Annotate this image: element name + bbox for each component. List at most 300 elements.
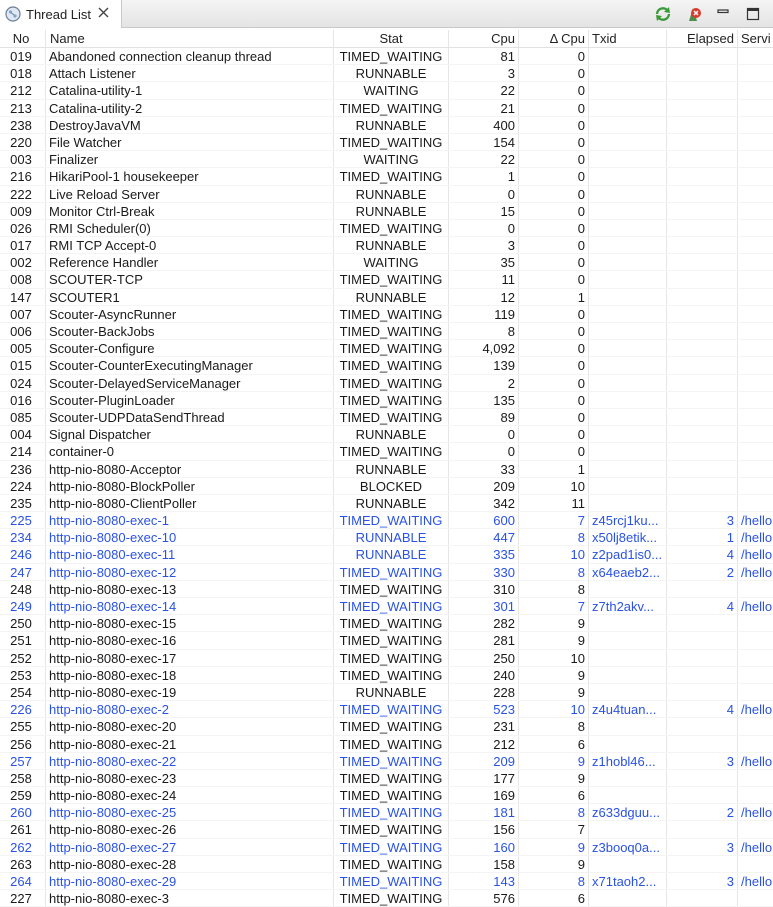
cell-cpu: 1 [449, 168, 519, 184]
cell-name: http-nio-8080-exec-3 [46, 890, 334, 906]
cell-no: 262 [0, 839, 46, 855]
cell-elapsed [667, 461, 738, 477]
cell-no: 236 [0, 461, 46, 477]
table-row[interactable] [0, 443, 773, 460]
table-row[interactable] [0, 598, 773, 615]
column-header-cpu[interactable]: Cpu [449, 30, 519, 47]
cell-cpu: 169 [449, 787, 519, 803]
cell-cpu: 231 [449, 718, 519, 734]
cell-name: http-nio-8080-exec-20 [46, 718, 334, 734]
cell-cpu: 447 [449, 529, 519, 545]
cell-name: Monitor Ctrl-Break [46, 203, 334, 219]
cell-elapsed [667, 443, 738, 459]
cell-elapsed [667, 82, 738, 98]
cell-service [738, 718, 773, 734]
cell-service [738, 168, 773, 184]
cell-delta-cpu: 1 [519, 289, 589, 305]
cell-cpu: 12 [449, 289, 519, 305]
table-row[interactable] [0, 151, 773, 168]
cell-cpu: 523 [449, 701, 519, 717]
thread-list-tab[interactable] [0, 0, 122, 28]
table-row[interactable] [0, 392, 773, 409]
cell-txid [589, 821, 667, 837]
cell-no: 220 [0, 134, 46, 150]
cell-cpu: 35 [449, 254, 519, 270]
cell-no: 002 [0, 254, 46, 270]
cell-stat: TIMED_WAITING [334, 392, 449, 408]
table-row[interactable] [0, 529, 773, 546]
table-row[interactable] [0, 753, 773, 770]
cell-name: http-nio-8080-Acceptor [46, 461, 334, 477]
cell-service [738, 306, 773, 322]
tab-title: Thread List [26, 6, 92, 22]
cell-stat: TIMED_WAITING [334, 856, 449, 872]
cell-stat: RUNNABLE [334, 684, 449, 700]
table-row[interactable] [0, 873, 773, 890]
cell-name: Attach Listener [46, 65, 334, 81]
refresh-icon[interactable] [653, 4, 673, 24]
cell-delta-cpu: 11 [519, 495, 589, 511]
table-row[interactable] [0, 821, 773, 838]
cell-txid [589, 289, 667, 305]
cell-elapsed [667, 340, 738, 356]
cell-stat: TIMED_WAITING [334, 718, 449, 734]
cell-cpu: 119 [449, 306, 519, 322]
cell-stat: TIMED_WAITING [334, 564, 449, 580]
cell-txid [589, 890, 667, 906]
cell-name: http-nio-8080-exec-26 [46, 821, 334, 837]
table-row[interactable] [0, 890, 773, 907]
cell-elapsed: 4 [667, 701, 738, 717]
cell-delta-cpu: 0 [519, 48, 589, 64]
table-row[interactable] [0, 718, 773, 735]
cell-delta-cpu: 0 [519, 203, 589, 219]
cell-service [738, 375, 773, 391]
cell-name: Abandoned connection cleanup thread [46, 48, 334, 64]
cell-txid: x64eaeb2... [589, 564, 667, 580]
cell-txid [589, 323, 667, 339]
table-row[interactable] [0, 340, 773, 357]
table-row[interactable] [0, 495, 773, 512]
cell-cpu: 576 [449, 890, 519, 906]
cell-delta-cpu: 7 [519, 512, 589, 528]
cell-txid: x50lj8etik... [589, 529, 667, 545]
cell-service [738, 495, 773, 511]
cell-delta-cpu: 7 [519, 821, 589, 837]
cell-elapsed [667, 271, 738, 287]
table-row[interactable] [0, 478, 773, 495]
cell-delta-cpu: 0 [519, 220, 589, 236]
cell-stat: RUNNABLE [334, 186, 449, 202]
cell-elapsed [667, 117, 738, 133]
cell-name: http-nio-8080-exec-11 [46, 546, 334, 562]
cell-txid [589, 340, 667, 356]
cell-cpu: 3 [449, 237, 519, 253]
cell-no: 259 [0, 787, 46, 803]
table-row[interactable] [0, 650, 773, 667]
cell-name: http-nio-8080-exec-19 [46, 684, 334, 700]
cell-cpu: 0 [449, 186, 519, 202]
table-row[interactable] [0, 632, 773, 649]
cell-txid: z3booq0a... [589, 839, 667, 855]
table-row[interactable] [0, 787, 773, 804]
cell-cpu: 335 [449, 546, 519, 562]
table-row[interactable] [0, 220, 773, 237]
cell-cpu: 342 [449, 495, 519, 511]
cell-name: http-nio-8080-exec-21 [46, 736, 334, 752]
cell-delta-cpu: 0 [519, 186, 589, 202]
cell-stat: TIMED_WAITING [334, 770, 449, 786]
cell-txid [589, 117, 667, 133]
cell-no: 224 [0, 478, 46, 494]
cell-service [738, 478, 773, 494]
table-row[interactable] [0, 48, 773, 65]
table-row[interactable] [0, 736, 773, 753]
cell-name: Live Reload Server [46, 186, 334, 202]
cell-txid [589, 134, 667, 150]
cell-delta-cpu: 8 [519, 529, 589, 545]
cell-no: 019 [0, 48, 46, 64]
cell-delta-cpu: 0 [519, 426, 589, 442]
cell-service [738, 237, 773, 253]
cell-no: 026 [0, 220, 46, 236]
cell-stat: TIMED_WAITING [334, 100, 449, 116]
cell-cpu: 282 [449, 615, 519, 631]
cell-name: http-nio-8080-exec-2 [46, 701, 334, 717]
table-row[interactable] [0, 804, 773, 821]
column-header-delta-cpu[interactable]: Δ Cpu [519, 30, 589, 47]
table-row[interactable] [0, 667, 773, 684]
cell-elapsed: 1 [667, 529, 738, 545]
table-row[interactable] [0, 168, 773, 185]
cell-name: HikariPool-1 housekeeper [46, 168, 334, 184]
cell-cpu: 301 [449, 598, 519, 614]
column-header-stat[interactable]: Stat [334, 30, 449, 47]
close-icon[interactable] [97, 6, 110, 22]
cell-txid [589, 426, 667, 442]
cell-no: 016 [0, 392, 46, 408]
cell-stat: TIMED_WAITING [334, 873, 449, 889]
table-row[interactable] [0, 357, 773, 374]
column-header-no[interactable]: No [0, 30, 46, 47]
cell-no: 264 [0, 873, 46, 889]
cell-txid [589, 478, 667, 494]
cell-txid [589, 186, 667, 202]
cell-no: 222 [0, 186, 46, 202]
cell-delta-cpu: 0 [519, 443, 589, 459]
cell-no: 238 [0, 117, 46, 133]
cell-name: Reference Handler [46, 254, 334, 270]
cell-cpu: 330 [449, 564, 519, 580]
cell-name: container-0 [46, 443, 334, 459]
cell-name: http-nio-8080-exec-27 [46, 839, 334, 855]
cell-cpu: 22 [449, 82, 519, 98]
cell-stat: WAITING [334, 151, 449, 167]
cell-stat: TIMED_WAITING [334, 839, 449, 855]
cell-delta-cpu: 0 [519, 65, 589, 81]
cell-service [738, 340, 773, 356]
cell-stat: TIMED_WAITING [334, 787, 449, 803]
cell-name: http-nio-8080-exec-18 [46, 667, 334, 683]
column-header-service[interactable]: Servi [741, 31, 771, 46]
cell-elapsed [667, 65, 738, 81]
cell-name: http-nio-8080-exec-29 [46, 873, 334, 889]
cell-no: 253 [0, 667, 46, 683]
cell-cpu: 310 [449, 581, 519, 597]
table-row[interactable] [0, 856, 773, 873]
column-header-elapsed[interactable]: Elapsed [667, 30, 738, 47]
cell-elapsed [667, 254, 738, 270]
cell-cpu: 0 [449, 443, 519, 459]
cell-no: 213 [0, 100, 46, 116]
cell-txid [589, 357, 667, 373]
cell-txid [589, 615, 667, 631]
cell-delta-cpu: 0 [519, 82, 589, 98]
table-row[interactable] [0, 134, 773, 151]
cell-service [738, 65, 773, 81]
cell-no: 017 [0, 237, 46, 253]
cell-stat: RUNNABLE [334, 65, 449, 81]
cell-cpu: 21 [449, 100, 519, 116]
cell-stat: TIMED_WAITING [334, 323, 449, 339]
cell-elapsed: 2 [667, 804, 738, 820]
cell-service [738, 271, 773, 287]
table-row[interactable] [0, 512, 773, 529]
cell-cpu: 250 [449, 650, 519, 666]
cell-txid: z633dguu... [589, 804, 667, 820]
cell-txid [589, 409, 667, 425]
cell-stat: TIMED_WAITING [334, 443, 449, 459]
cell-stat: TIMED_WAITING [334, 736, 449, 752]
cell-no: 214 [0, 443, 46, 459]
table-row[interactable] [0, 254, 773, 271]
cell-cpu: 209 [449, 753, 519, 769]
cell-delta-cpu: 0 [519, 100, 589, 116]
cell-name: http-nio-8080-ClientPoller [46, 495, 334, 511]
table-header [0, 30, 773, 48]
cell-delta-cpu: 7 [519, 598, 589, 614]
cell-txid [589, 684, 667, 700]
cell-elapsed [667, 581, 738, 597]
cell-stat: TIMED_WAITING [334, 512, 449, 528]
cell-delta-cpu: 0 [519, 254, 589, 270]
cell-stat: TIMED_WAITING [334, 632, 449, 648]
table-row[interactable] [0, 461, 773, 478]
cell-no: 085 [0, 409, 46, 425]
table-row[interactable] [0, 581, 773, 598]
cell-elapsed [667, 890, 738, 906]
table-row[interactable] [0, 82, 773, 99]
cell-no: 258 [0, 770, 46, 786]
cell-stat: TIMED_WAITING [334, 667, 449, 683]
cell-cpu: 158 [449, 856, 519, 872]
table-row[interactable] [0, 289, 773, 306]
cell-name: Catalina-utility-1 [46, 82, 334, 98]
cell-name: Scouter-CounterExecutingManager [46, 357, 334, 373]
cell-elapsed [667, 650, 738, 666]
cell-delta-cpu: 0 [519, 151, 589, 167]
table-row[interactable] [0, 306, 773, 323]
cell-txid [589, 856, 667, 872]
cell-elapsed [667, 186, 738, 202]
cell-cpu: 0 [449, 426, 519, 442]
cell-txid [589, 100, 667, 116]
table-row[interactable] [0, 100, 773, 117]
cell-no: 248 [0, 581, 46, 597]
cell-name: http-nio-8080-exec-1 [46, 512, 334, 528]
cell-elapsed [667, 48, 738, 64]
cell-cpu: 0 [449, 220, 519, 236]
cell-delta-cpu: 9 [519, 753, 589, 769]
cell-txid: z4u4tuan... [589, 701, 667, 717]
column-header-txid[interactable]: Txid [589, 30, 667, 47]
cell-delta-cpu: 8 [519, 581, 589, 597]
cell-delta-cpu: 9 [519, 667, 589, 683]
cell-no: 234 [0, 529, 46, 545]
cell-no: 007 [0, 306, 46, 322]
cell-service [738, 461, 773, 477]
cell-no: 015 [0, 357, 46, 373]
table-row[interactable] [0, 323, 773, 340]
cell-service [738, 82, 773, 98]
minimize-icon[interactable] [713, 4, 733, 24]
table-row[interactable] [0, 186, 773, 203]
cell-stat: TIMED_WAITING [334, 581, 449, 597]
cell-elapsed [667, 392, 738, 408]
column-header-name[interactable]: Name [46, 30, 334, 47]
cell-cpu: 15 [449, 203, 519, 219]
table-row[interactable] [0, 684, 773, 701]
cell-cpu: 600 [449, 512, 519, 528]
cell-name: http-nio-8080-exec-28 [46, 856, 334, 872]
table-row[interactable] [0, 615, 773, 632]
cell-service: /hello [741, 513, 773, 529]
cell-name: http-nio-8080-exec-25 [46, 804, 334, 820]
table-row[interactable] [0, 839, 773, 856]
cell-txid [589, 581, 667, 597]
maximize-icon[interactable] [743, 4, 763, 24]
cell-service: /hello [741, 874, 773, 889]
cell-delta-cpu: 0 [519, 306, 589, 322]
cell-no: 254 [0, 684, 46, 700]
cell-service [738, 323, 773, 339]
cell-elapsed [667, 684, 738, 700]
table-row[interactable] [0, 271, 773, 288]
cell-delta-cpu: 0 [519, 323, 589, 339]
cell-txid: z7th2akv... [589, 598, 667, 614]
cell-txid [589, 392, 667, 408]
cell-stat: WAITING [334, 254, 449, 270]
cell-stat: TIMED_WAITING [334, 168, 449, 184]
cell-no: 261 [0, 821, 46, 837]
cell-name: Catalina-utility-2 [46, 100, 334, 116]
thread-table[interactable] [0, 30, 773, 907]
cell-delta-cpu: 9 [519, 632, 589, 648]
cell-stat: RUNNABLE [334, 546, 449, 562]
cell-no: 225 [0, 512, 46, 528]
cell-no: 003 [0, 151, 46, 167]
cell-stat: RUNNABLE [334, 289, 449, 305]
cell-delta-cpu: 8 [519, 873, 589, 889]
cell-no: 004 [0, 426, 46, 442]
cell-no: 249 [0, 598, 46, 614]
cell-name: SCOUTER1 [46, 289, 334, 305]
cell-stat: TIMED_WAITING [334, 134, 449, 150]
table-row[interactable] [0, 701, 773, 718]
cell-txid [589, 443, 667, 459]
table-row[interactable] [0, 65, 773, 82]
cell-service [738, 186, 773, 202]
table-row[interactable] [0, 117, 773, 134]
cell-service [738, 100, 773, 116]
cell-service [738, 151, 773, 167]
table-row[interactable] [0, 770, 773, 787]
cell-elapsed [667, 306, 738, 322]
cell-elapsed [667, 100, 738, 116]
cell-elapsed: 3 [667, 512, 738, 528]
table-row[interactable] [0, 409, 773, 426]
cell-txid [589, 495, 667, 511]
cell-delta-cpu: 9 [519, 839, 589, 855]
stop-thread-icon[interactable] [683, 4, 703, 24]
cell-elapsed [667, 151, 738, 167]
table-row[interactable] [0, 546, 773, 563]
cell-txid: z1hobl46... [589, 753, 667, 769]
cell-service: /hello [741, 547, 773, 563]
cell-no: 009 [0, 203, 46, 219]
table-body [0, 48, 773, 907]
cell-txid [589, 220, 667, 236]
cell-stat: TIMED_WAITING [334, 409, 449, 425]
table-row[interactable] [0, 375, 773, 392]
cell-service: /hello [741, 599, 773, 614]
cell-cpu: 11 [449, 271, 519, 287]
cell-elapsed: 3 [667, 753, 738, 769]
cell-delta-cpu: 0 [519, 392, 589, 408]
table-row[interactable] [0, 426, 773, 443]
cell-no: 227 [0, 890, 46, 906]
cell-no: 008 [0, 271, 46, 287]
cell-no: 247 [0, 564, 46, 580]
cell-no: 252 [0, 650, 46, 666]
cell-no: 147 [0, 289, 46, 305]
table-row[interactable] [0, 564, 773, 581]
cell-delta-cpu: 8 [519, 564, 589, 580]
cell-txid [589, 375, 667, 391]
cell-cpu: 143 [449, 873, 519, 889]
cell-txid [589, 770, 667, 786]
cell-service [738, 787, 773, 803]
cell-elapsed [667, 323, 738, 339]
table-row[interactable] [0, 237, 773, 254]
cell-cpu: 212 [449, 736, 519, 752]
cell-name: Scouter-AsyncRunner [46, 306, 334, 322]
cell-stat: RUNNABLE [334, 203, 449, 219]
cell-name: File Watcher [46, 134, 334, 150]
view-tab-bar [0, 0, 773, 28]
table-row[interactable] [0, 203, 773, 220]
cell-delta-cpu: 0 [519, 375, 589, 391]
cell-service [738, 684, 773, 700]
cell-name: DestroyJavaVM [46, 117, 334, 133]
cell-elapsed [667, 632, 738, 648]
cell-txid [589, 461, 667, 477]
cell-delta-cpu: 9 [519, 856, 589, 872]
cell-txid [589, 65, 667, 81]
cell-cpu: 240 [449, 667, 519, 683]
cell-elapsed [667, 770, 738, 786]
cell-elapsed: 3 [667, 873, 738, 889]
